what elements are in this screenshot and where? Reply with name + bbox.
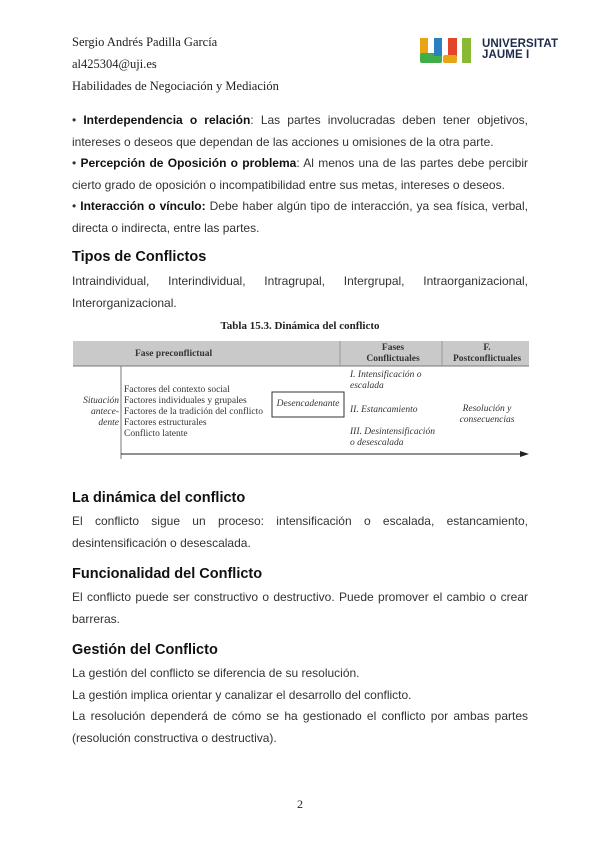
figure-desencadenante: Desencadenante — [276, 399, 340, 409]
figure-fase3-line: o desescalada — [350, 438, 404, 448]
heading-dinamica: La dinámica del conflicto — [72, 490, 246, 506]
dinamica-text: El conflicto sigue un proceso: intensificación o escalada, estancamiento, desintensificación o desescalada. — [72, 514, 528, 550]
header-course: Habilidades de Negociación y Mediación — [72, 79, 279, 93]
heading-tipos: Tipos de Conflictos — [72, 249, 207, 265]
gestion-paragraph: La gestión implica orientar y canalizar el desarrollo del conflicto. — [72, 687, 412, 702]
figure-resolucion-line: consecuencias — [459, 415, 515, 425]
figure-fase3-line: III. Desintensificación — [350, 427, 435, 437]
figure-title: Tabla 15.3. Dinámica del conflicto — [220, 320, 380, 332]
figure-factor-item: Factores de la tradición del conflicto — [124, 407, 264, 417]
figure-col-preconflictual: Fase preconflictual — [135, 349, 213, 359]
university-name-line1: UNIVERSITAT — [482, 38, 559, 50]
university-name-line2: JAUME I — [482, 49, 530, 61]
bullet-marker: • — [72, 156, 77, 170]
figure-col3-line2: Postconflictuales — [452, 354, 522, 364]
figure-factores — [124, 385, 263, 440]
figure-table — [73, 341, 529, 459]
figure-fase1-line: escalada — [350, 381, 384, 391]
figure-col3-line1: F. — [483, 343, 491, 353]
figure-col2-line1: Fases — [381, 343, 405, 353]
gestion-text — [72, 663, 528, 749]
bullet-item — [72, 196, 528, 239]
figure-fase3 — [350, 427, 435, 449]
bullet-marker: • — [72, 113, 77, 127]
figure-factor-item: Conflicto latente — [124, 429, 188, 439]
uji-logo-icon — [420, 38, 478, 64]
bullet-label: Interdependencia o relación — [83, 113, 251, 127]
bullet-item — [72, 153, 528, 196]
header-author: Sergio Andrés Padilla García — [72, 35, 218, 49]
figure-resolucion-line: Resolución y — [462, 404, 512, 414]
bullet-list — [72, 110, 528, 239]
gestion-paragraph: La gestión del conflicto se diferencia de su resolución. — [72, 666, 360, 680]
bullet-label: Interacción o vínculo: — [80, 199, 206, 213]
figure-fase1-line: I. Intensificación o — [350, 370, 422, 380]
heading-funcionalidad: Funcionalidad del Conflicto — [72, 566, 263, 582]
figure-situacion-line: dente — [98, 418, 119, 428]
tipos-text: Intraindividual, Interindividual, Intragrupal, Intergrupal, Intraorganizacional, Interorganizacional. — [72, 274, 528, 310]
university-name — [482, 39, 558, 61]
bullet-text: : Al menos una de las partes debe percibir cierto grado de oposición o incompatibilidad entre sus metas, intereses o deseos. — [72, 156, 528, 192]
bullet-label: Percepción de Oposición o problema — [80, 156, 297, 170]
figure-factor-item: Factores individuales y grupales — [124, 396, 247, 406]
gestion-paragraph: La resolución dependerá de cómo se ha gestionado el conflicto por ambas partes (resolución constructiva o destructiva). — [72, 709, 528, 745]
figure-col-postconflictuales — [445, 343, 529, 365]
bullet-item — [72, 110, 528, 153]
figure-col2-line2: Conflictuales — [366, 354, 420, 364]
bullet-text: : Las partes involucradas deben tener objetivos, intereses o deseos que dependan de las acciones u omisiones de la otra parte. — [72, 113, 529, 149]
figure-situacion — [75, 396, 119, 429]
figure-factor-item: Factores del contexto social — [124, 385, 230, 395]
bullet-text: Debe haber algún tipo de interacción, ya sea física, verbal, directa o indirecta, entre las partes. — [72, 199, 528, 235]
university-logo — [420, 37, 565, 67]
page-number: 2 — [297, 797, 303, 811]
bullet-marker: • — [72, 199, 77, 213]
figure-fase1 — [350, 370, 422, 392]
figure-resolucion — [448, 404, 526, 426]
figure-situacion-line: antece- — [91, 407, 119, 417]
header-email: al425304@uji.es — [72, 57, 157, 71]
heading-gestion: Gestión del Conflicto — [72, 642, 218, 658]
figure-col-conflictuales — [348, 343, 438, 365]
funcionalidad-text: El conflicto puede ser constructivo o destructivo. Puede promover el cambio o crear barreras. — [72, 590, 528, 626]
figure-fase2: II. Estancamiento — [350, 405, 418, 415]
figure-factor-item: Factores estructurales — [124, 418, 207, 428]
figure-situacion-line: Situación — [83, 396, 119, 406]
